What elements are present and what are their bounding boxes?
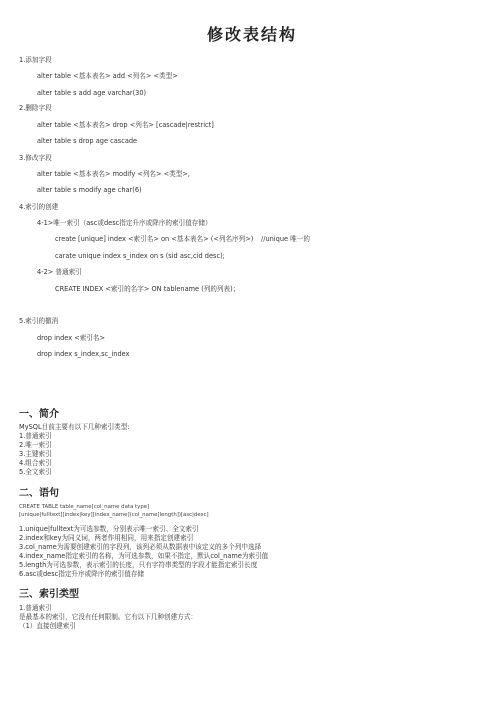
list-item: 1.普通索引 <box>19 604 52 612</box>
list-item: 6.asc或desc指定升序或降序的索引值存储 <box>19 570 145 578</box>
syntax-line: CREATE INDEX <索引的名字> ON tablename (列的列表)； <box>55 285 240 293</box>
example-line: drop index s_index,sc_index <box>37 350 130 358</box>
intro-line: MySQL目前主要有以下几种索引类型: <box>19 423 130 431</box>
list-item: 1.普通索引 <box>19 432 52 440</box>
syntax-line: create [unique] index <索引名> on <基本表名> (<列名序列>) <box>55 235 254 243</box>
section-heading: 4.索引的创建 <box>19 203 59 211</box>
part-heading: 三、索引类型 <box>19 589 79 600</box>
code-line: CREATE TABLE table_name[col_name data type] <box>19 504 150 510</box>
list-item: 3.主键索引 <box>19 450 52 458</box>
list-item: 5.length为可选参数，表示索引的长度，只有字符串类型的字段才能指定索引长度 <box>19 561 258 569</box>
comment-note: //unique 唯一的 <box>261 235 310 243</box>
example-line: alter table s modify age char(6) <box>37 186 142 194</box>
part-heading: 一、简介 <box>19 409 59 420</box>
subsection-heading: 4-2> 普通索引 <box>37 268 82 276</box>
syntax-line: alter table <基本表名> modify <列名> <类型>, <box>37 170 190 178</box>
section-heading: 1.添加字段 <box>19 56 52 64</box>
example-line: alter table s drop age cascade <box>37 137 138 145</box>
page-title: 修改表结构 <box>206 25 297 44</box>
section-heading: 3.修改字段 <box>19 154 52 162</box>
list-item: 3.col_name为需要创建索引的字段列，该列必须从数据表中该定义的多个列中选择 <box>19 543 262 551</box>
example-line: alter table s add age varchar(30) <box>37 89 147 97</box>
list-item: 1.unique|fulltext为可选参数，分别表示唯一索引、全文索引 <box>19 525 199 533</box>
paragraph-line: 是最基本的索引，它没有任何限制。它有以下几种创建方式： <box>19 613 198 621</box>
example-line: carate unique index s_index on s (sid asc,cid desc); <box>55 252 225 260</box>
syntax-line: drop index <索引名> <box>37 334 106 342</box>
syntax-line: alter table <基本表名> drop <列名> [cascade|restrict] <box>37 121 214 129</box>
list-item: 2.index和key为同义词，两者作用相同，用来指定创建索引 <box>19 534 194 542</box>
list-item: （1）直接创建索引 <box>19 622 76 630</box>
list-item: 2.唯一索引 <box>19 441 52 449</box>
list-item: 4.index_name指定索引的名称，为可选参数，如果不指定，默认col_name为索引值 <box>19 552 269 560</box>
section-heading: 2.删除字段 <box>19 104 52 112</box>
part-heading: 二、语句 <box>19 488 59 499</box>
syntax-line: alter table <基本表名> add <列名> <类型> <box>37 72 178 80</box>
section-heading: 5.索引的撤消 <box>19 317 59 325</box>
list-item: 5.全文索引 <box>19 468 52 476</box>
list-item: 4.组合索引 <box>19 459 52 467</box>
code-line: [unique|fulltext][index|key][index_name](col_name[length])[asc|desc] <box>19 512 209 518</box>
subsection-heading: 4-1>唯一索引（asc或desc指定升序或降序的索引值存储） <box>37 219 212 227</box>
